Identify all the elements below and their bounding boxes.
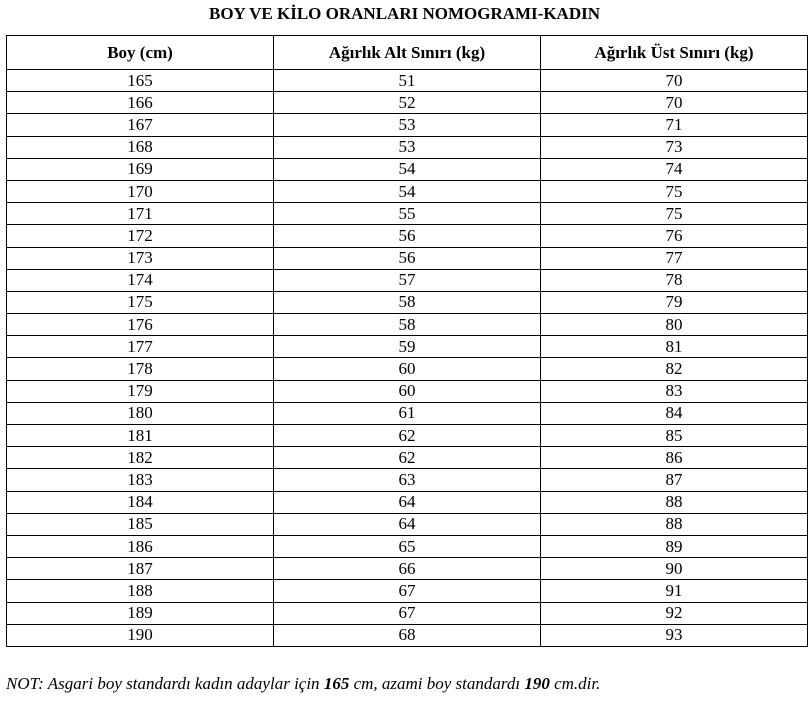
cell-height: 172 <box>7 225 274 247</box>
cell-weight-min: 63 <box>274 469 541 491</box>
cell-weight-min: 64 <box>274 491 541 513</box>
cell-weight-max: 93 <box>541 624 808 646</box>
table-row <box>7 92 808 114</box>
cell-weight-max: 79 <box>541 291 808 313</box>
cell-weight-min: 53 <box>274 114 541 136</box>
cell-weight-min: 57 <box>274 269 541 291</box>
cell-height: 168 <box>7 136 274 158</box>
cell-height: 174 <box>7 269 274 291</box>
footnote-max-height: 190 <box>524 674 550 693</box>
table-row <box>7 425 808 447</box>
cell-weight-min: 56 <box>274 225 541 247</box>
cell-weight-min: 62 <box>274 447 541 469</box>
table-row <box>7 491 808 513</box>
cell-weight-max: 90 <box>541 558 808 580</box>
table-row <box>7 158 808 180</box>
table-row <box>7 314 808 336</box>
table-row <box>7 469 808 491</box>
table-row <box>7 180 808 202</box>
cell-weight-min: 56 <box>274 247 541 269</box>
footnote-middle: cm, azami boy standardı <box>349 674 525 693</box>
table-row <box>7 602 808 624</box>
cell-weight-max: 92 <box>541 602 808 624</box>
cell-weight-max: 70 <box>541 70 808 92</box>
cell-height: 170 <box>7 180 274 202</box>
cell-weight-max: 84 <box>541 402 808 424</box>
cell-height: 169 <box>7 158 274 180</box>
cell-weight-max: 75 <box>541 180 808 202</box>
table-row <box>7 380 808 402</box>
table-row <box>7 513 808 535</box>
footnote-min-height: 165 <box>323 674 350 693</box>
cell-height: 180 <box>7 402 274 424</box>
cell-weight-min: 61 <box>274 402 541 424</box>
cell-weight-max: 81 <box>541 336 808 358</box>
table-row <box>7 447 808 469</box>
cell-weight-min: 60 <box>274 358 541 380</box>
cell-weight-max: 82 <box>541 358 808 380</box>
cell-height: 184 <box>7 491 274 513</box>
cell-height: 183 <box>7 469 274 491</box>
cell-weight-min: 54 <box>274 180 541 202</box>
cell-weight-min: 67 <box>274 602 541 624</box>
cell-weight-max: 88 <box>541 513 808 535</box>
table-row <box>7 358 808 380</box>
table-header-row <box>7 36 808 70</box>
cell-weight-min: 55 <box>274 203 541 225</box>
cell-height: 173 <box>7 247 274 269</box>
cell-weight-min: 66 <box>274 558 541 580</box>
cell-weight-max: 71 <box>541 114 808 136</box>
table-row <box>7 336 808 358</box>
table-row <box>7 225 808 247</box>
table-row <box>7 114 808 136</box>
cell-height: 175 <box>7 291 274 313</box>
cell-height: 189 <box>7 602 274 624</box>
cell-weight-min: 58 <box>274 291 541 313</box>
cell-weight-max: 91 <box>541 580 808 602</box>
cell-weight-min: 65 <box>274 535 541 557</box>
cell-height: 176 <box>7 314 274 336</box>
footnote-prefix: NOT: Asgari boy standardı kadın adaylar için <box>6 674 324 693</box>
cell-weight-max: 70 <box>541 92 808 114</box>
cell-weight-max: 78 <box>541 269 808 291</box>
table-row <box>7 247 808 269</box>
cell-weight-min: 67 <box>274 580 541 602</box>
table-row <box>7 203 808 225</box>
cell-weight-max: 73 <box>541 136 808 158</box>
table-body <box>7 70 808 647</box>
cell-height: 167 <box>7 114 274 136</box>
cell-height: 181 <box>7 425 274 447</box>
table-row <box>7 624 808 646</box>
table-row <box>7 136 808 158</box>
cell-weight-max: 80 <box>541 314 808 336</box>
cell-weight-min: 52 <box>274 92 541 114</box>
cell-height: 185 <box>7 513 274 535</box>
cell-height: 187 <box>7 558 274 580</box>
table-row <box>7 580 808 602</box>
table-row <box>7 269 808 291</box>
cell-height: 190 <box>7 624 274 646</box>
cell-height: 177 <box>7 336 274 358</box>
table-row <box>7 558 808 580</box>
cell-weight-min: 59 <box>274 336 541 358</box>
cell-weight-min: 51 <box>274 70 541 92</box>
nomogram-table <box>6 35 808 647</box>
cell-weight-max: 76 <box>541 225 808 247</box>
table-row <box>7 70 808 92</box>
cell-weight-max: 85 <box>541 425 808 447</box>
cell-weight-min: 64 <box>274 513 541 535</box>
cell-weight-min: 68 <box>274 624 541 646</box>
page-title: BOY VE KİLO ORANLARI NOMOGRAMI-KADIN <box>208 4 601 23</box>
table-row <box>7 535 808 557</box>
table-row <box>7 291 808 313</box>
cell-weight-max: 86 <box>541 447 808 469</box>
column-header-height: Boy (cm) <box>7 36 274 70</box>
cell-weight-max: 77 <box>541 247 808 269</box>
table-row <box>7 402 808 424</box>
cell-height: 165 <box>7 70 274 92</box>
column-header-weight-max: Ağırlık Üst Sınırı (kg) <box>541 36 808 70</box>
cell-weight-min: 62 <box>274 425 541 447</box>
cell-height: 188 <box>7 580 274 602</box>
column-header-weight-min: Ağırlık Alt Sınırı (kg) <box>274 36 541 70</box>
cell-weight-min: 53 <box>274 136 541 158</box>
cell-weight-max: 75 <box>541 203 808 225</box>
cell-weight-min: 58 <box>274 314 541 336</box>
cell-weight-max: 83 <box>541 380 808 402</box>
cell-height: 179 <box>7 380 274 402</box>
cell-height: 171 <box>7 203 274 225</box>
cell-height: 186 <box>7 535 274 557</box>
footnote-suffix: cm.dir. <box>549 674 601 693</box>
cell-weight-max: 87 <box>541 469 808 491</box>
cell-weight-min: 60 <box>274 380 541 402</box>
cell-height: 178 <box>7 358 274 380</box>
cell-weight-max: 74 <box>541 158 808 180</box>
footnote <box>6 674 600 694</box>
cell-weight-max: 89 <box>541 535 808 557</box>
cell-weight-max: 88 <box>541 491 808 513</box>
cell-height: 182 <box>7 447 274 469</box>
cell-weight-min: 54 <box>274 158 541 180</box>
cell-height: 166 <box>7 92 274 114</box>
